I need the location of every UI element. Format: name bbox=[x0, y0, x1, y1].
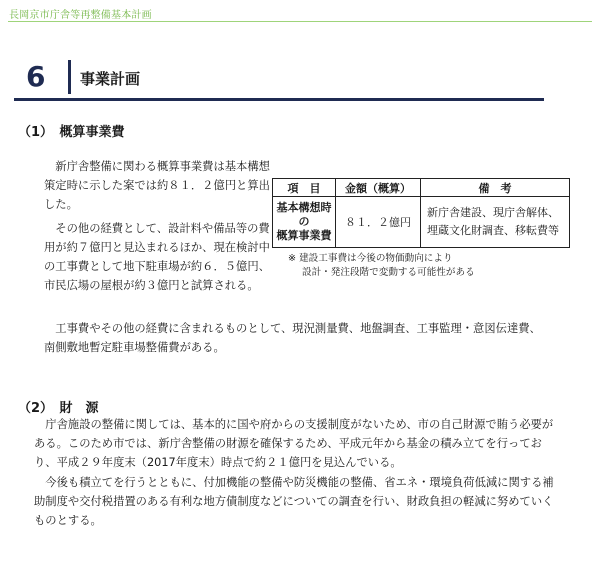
paragraph-future-plans: 今後も積立てを行うとともに、付加機能の整備や防災機能の整備、省エネ・環境負荷低減に関する補助制度や交付税措置のある有利な地方債制度などについての調査を行い、財政負担の軽減に努めていくものとする。 bbox=[34, 476, 554, 527]
footnote-line: 設計・発注段階で変動する可能性がある bbox=[302, 267, 475, 278]
document-title: 長岡京市庁舎等再整備基本計画 bbox=[9, 10, 152, 21]
header-item: 項 目 bbox=[273, 179, 336, 197]
cost-table-block bbox=[272, 178, 570, 280]
header-divider bbox=[8, 21, 592, 22]
chapter-accent-bar bbox=[68, 60, 71, 94]
chapter-title: 事業計画 bbox=[80, 70, 141, 88]
cost-table bbox=[272, 178, 570, 248]
section-heading-cost: （1） 概算事業費 bbox=[18, 125, 125, 140]
cell-item bbox=[273, 197, 336, 248]
chapter-heading bbox=[14, 52, 544, 100]
item-line: 概算事業費 bbox=[276, 229, 332, 242]
cell-notes bbox=[421, 197, 570, 248]
paragraph-funding-source: 庁舎施設の整備に関しては、基本的に国や府からの支援制度がないため、市の自己財源で賄う必要がある。このため市では、新庁舎整備の財源を確保するため、平成元年から基金の積み立てを行っており、平成２９年度末（2017年度末）時点で約２１億円を見込んでいる。 bbox=[34, 418, 554, 469]
item-line: の bbox=[298, 215, 310, 228]
cell-amount: ８１．２億円 bbox=[336, 197, 421, 248]
header-amount: 金額（概算） bbox=[336, 179, 421, 197]
paragraph-other-expenses: その他の経費として、設計料や備品等の費用が約７億円と見込まれるほか、現在検討中の工事費として地下駐車場が約６．５億円、市民広場の屋根が約３億円と試算される。 bbox=[44, 222, 270, 292]
chapter-number: 6 bbox=[26, 60, 46, 93]
item-line: 基本構想時 bbox=[276, 201, 332, 214]
section-heading-funding: （2） 財 源 bbox=[18, 401, 99, 416]
note-line: 新庁舎建設、現庁舎解体、 bbox=[427, 206, 559, 219]
table-header-row bbox=[273, 179, 570, 197]
table-row bbox=[273, 197, 570, 248]
footnote-line: ※ 建設工事費は今後の物価動向により bbox=[288, 253, 453, 264]
header-notes: 備 考 bbox=[421, 179, 570, 197]
chapter-underline bbox=[14, 98, 544, 101]
page-header bbox=[0, 0, 600, 24]
paragraph-cost-estimate: 新庁舎整備に関わる概算事業費は基本構想策定時に示した案では約８１．２億円と算出した。 bbox=[44, 160, 270, 211]
table-footnote bbox=[288, 252, 570, 280]
note-line: 埋蔵文化財調査、移転費等 bbox=[427, 224, 559, 237]
paragraph-included-costs: 工事費やその他の経費に含まれるものとして、現況測量費、地盤調査、工事監理・意図伝達費、南側敷地暫定駐車場整備費がある。 bbox=[44, 322, 541, 354]
